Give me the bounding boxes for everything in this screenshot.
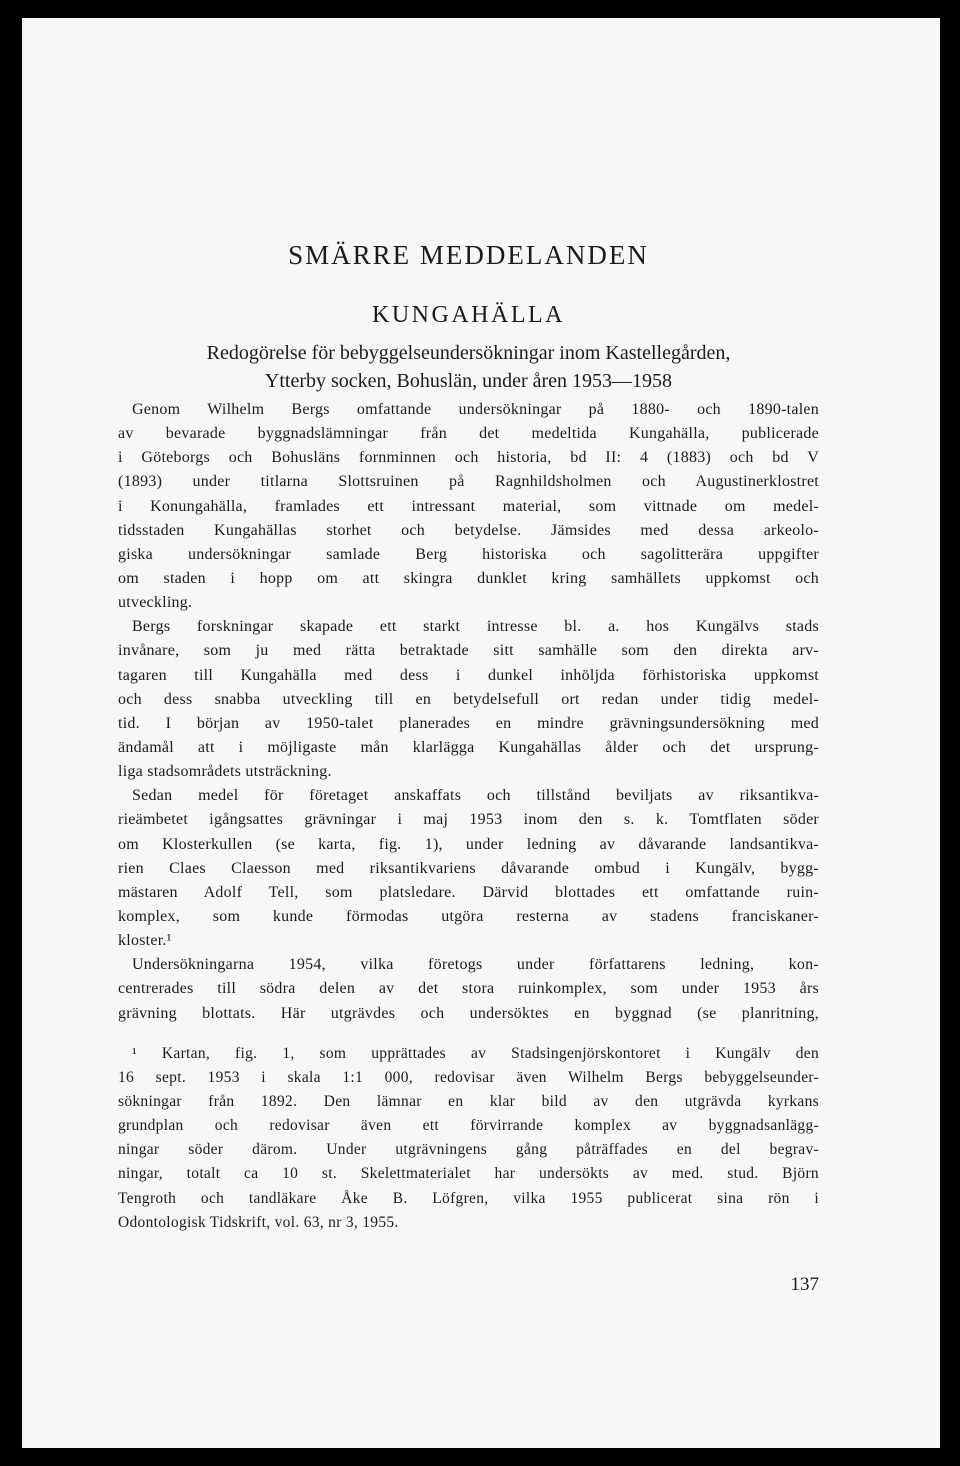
body-line: liga stadsområdets utsträckning. — [118, 763, 332, 781]
footnote-line: Tengroth och tandläkare Åke B. Löfgren, vilka 1955 publicerat sina rön i — [118, 1189, 819, 1207]
footnote-line: grundplan och redovisar även ett förvirrande komplex av byggnadsanlägg- — [118, 1117, 819, 1135]
body-line: (1893) under titlarna Slottsruinen på Ragnhildsholmen och Augustinerklostret — [118, 473, 819, 491]
body-line: om Klosterkullen (se karta, fig. 1), under ledning av dåvarande landsantikva- — [118, 835, 819, 853]
section-title: SMÄRRE MEDDELANDEN — [288, 240, 649, 270]
body-line: om staden i hopp om att skingra dunklet kring samhällets uppkomst och — [118, 569, 819, 587]
body-line: i Konungahälla, framlades ett intressant material, som vittnade om medel- — [118, 497, 819, 515]
body-line: i Göteborgs och Bohusläns fornminnen och historia, bd II: 4 (1883) och bd V — [118, 449, 819, 467]
body-line: utveckling. — [118, 594, 193, 612]
body-line: av bevarade byggnadslämningar från det medeltida Kungahälla, publicerade — [118, 425, 819, 443]
body-line: tagaren till Kungahälla med dess i dunkel inhöljda förhistoriska uppkomst — [118, 666, 819, 684]
body-line: mästaren Adolf Tell, som platsledare. Därvid blottades ett omfattande ruin- — [118, 883, 819, 901]
page-number: 137 — [790, 1274, 819, 1295]
body-line: Bergs forskningar skapade ett starkt intresse bl. a. hos Kungälvs stads — [132, 618, 819, 636]
footnote-line: ningar söder därom. Under utgrävningens gång påträffades en del begrav- — [118, 1141, 819, 1159]
body-line: rien Claes Claesson med riksantikvariens dåvarande ombud i Kungälv, bygg- — [118, 859, 819, 877]
body-line: tid. I början av 1950-talet planerades en mindre grävningsundersökning med — [118, 714, 819, 732]
body-line: Sedan medel för företaget anskaffats och tillstånd beviljats av riksantikva- — [132, 787, 819, 805]
body-line: och dess snabba utveckling till en betydelsefull ort redan under tidig medel- — [118, 690, 819, 708]
footnote-line: ¹ Kartan, fig. 1, som upprättades av Stadsingenjörskontoret i Kungälv den — [132, 1045, 819, 1062]
body-line: Genom Wilhelm Bergs omfattande undersökningar på 1880- och 1890-talen — [132, 401, 819, 418]
document-page — [22, 18, 940, 1448]
body-line: tidsstaden Kungahällas storhet och betydelse. Jämsides med dessa arkeolo- — [118, 521, 819, 539]
body-line: invånare, som ju med rätta betraktade sitt samhälle som den direkta arv- — [118, 642, 819, 660]
footnote-line: 16 sept. 1953 i skala 1:1 000, redovisar även Wilhelm Bergs bebyggelseunder- — [118, 1069, 819, 1087]
body-line: Undersökningarna 1954, vilka företogs under författarens ledning, kon- — [132, 956, 819, 974]
body-line: centrerades till södra delen av det stora ruinkomplex, som under 1953 års — [118, 980, 819, 998]
body-line: komplex, som kunde förmodas utgöra resterna av stadens franciskaner- — [118, 907, 819, 925]
footnotes — [118, 1042, 819, 1235]
body-line: grävning blottats. Här utgrävdes och undersöktes en byggnad (se planritning, — [118, 1004, 819, 1022]
subtitle-line: Redogörelse för bebyggelseundersökningar inom Kastellegården, — [206, 342, 731, 364]
footnote-line: Odontologisk Tidskrift, vol. 63, nr 3, 1955. — [118, 1213, 399, 1231]
body-text — [118, 398, 819, 1026]
body-line: giska undersökningar samlade Berg historiska och sagolitterära uppgifter — [118, 545, 819, 563]
footnote-line: sökningar från 1892. Den lämnar en klar bild av den utgrävda kyrkans — [118, 1093, 819, 1111]
body-line: rieämbetet igångsattes grävningar i maj 1953 inom den s. k. Tomtflaten söder — [118, 811, 819, 829]
subtitle-line: Ytterby socken, Bohuslän, under åren 1953—1958 — [264, 370, 673, 392]
body-line: kloster.¹ — [118, 932, 172, 950]
body-line: ändamål att i möjligaste mån klarlägga Kungahällas ålder och det ursprung- — [118, 738, 819, 756]
footnote-line: ningar, totalt ca 10 st. Skelettmaterialet har undersökts av med. stud. Björn — [118, 1165, 819, 1183]
article-subtitle — [118, 339, 819, 395]
article-title: KUNGAHÄLLA — [372, 302, 565, 328]
